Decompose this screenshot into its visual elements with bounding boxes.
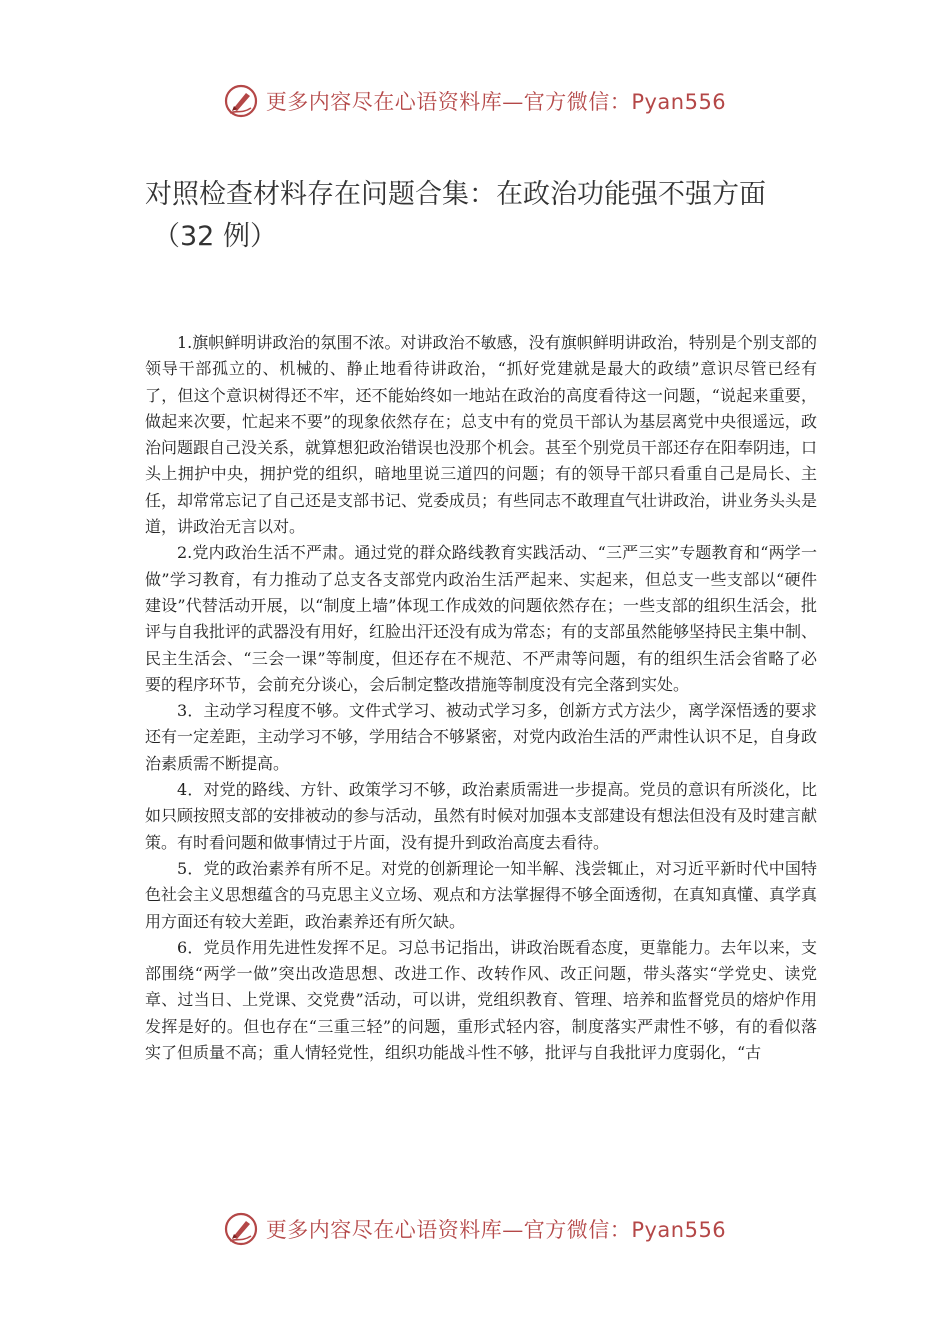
paragraph-1: 1.旗帜鲜明讲政治的氛围不浓。对讲政治不敏感，没有旗帜鲜明讲政治，特别是个别支部的领导干部孤立的、机械的、静止地看待讲政治，“抓好党建就是最大的政绩”意识尽管已经有了，但这个意识树得还不牢，还不能始终如一地站在政治的高度看待这一问题，“说起来重要，做起来次要，忙起来不要”的现象依然存在；总支中有的党员干部认为基层离党中央很遥远，政治问题跟自己没关系，就算想犯政治错误也没那个机会。甚至个别党员干部还存在阳奉阴违，口头上拥护中央，拥护党的组织，暗地里说三道四的问题；有的领导干部只看重自己是局长、主任，却常常忘记了自己还是支部书记、党委成员；有些同志不敢理直气壮讲政治，讲业务头头是道，讲政治无言以对。 — [145, 333, 818, 537]
header-banner-label: 更多内容尽在心语资料库—官方微信： — [265, 90, 632, 114]
footer-banner-text — [266, 1214, 726, 1244]
header-banner-text — [266, 86, 726, 116]
paragraph-5: 5．党的政治素养有所不足。对党的创新理论一知半解、浅尝辄止，对习近平新时代中国特色社会主义思想蕴含的马克思主义立场、观点和方法掌握得不够全面透彻，在真知真懂、真学真用方面还有较大差距，政治素养还有所欠缺。 — [145, 858, 818, 931]
pen-logo-icon — [224, 84, 258, 118]
footer-banner-label: 更多内容尽在心语资料库—官方微信： — [265, 1218, 632, 1242]
footer-banner-handle: Pyan556 — [631, 1218, 727, 1242]
document-title-line2: （32 例） — [153, 221, 277, 252]
paragraph-2: 2.党内政治生活不严肃。通过党的群众路线教育实践活动、“三严三实”专题教育和“两学一做”学习教育，有力推动了总支各支部党内政治生活严起来、实起来，但总支一些支部以“硬件建设”代替活动开展，以“制度上墙”体现工作成效的问题依然存在；一些支部的组织生活会，批评与自我批评的武器没有用好，红脸出汗还没有成为常态；有的支部虽然能够坚持民主集中制、民主生活会、“三会一课”等制度，但还存在不规范、不严肃等问题，有的组织生活会省略了必要的程序环节，会前充分谈心，会后制定整改措施等制度没有完全落到实处。 — [145, 543, 818, 694]
footer-banner — [0, 1212, 950, 1246]
header-banner — [0, 84, 950, 118]
paragraph-6: 6．党员作用先进性发挥不足。习总书记指出，讲政治既看态度，更靠能力。去年以来，支部围绕“两学一做”突出改造思想、改进工作、改转作风、改正问题，带头落实“学党史、读党章、过当日、上党课、交党费”活动，可以讲，党组织教育、管理、培养和监督党员的熔炉作用发挥是好的。但也存在“三重三轻”的问题，重形式轻内容，制度落实严肃性不够，有的看似落实了但质量不高；重人情轻党性，组织功能战斗性不够，批评与自我批评力度弱化，“古 — [145, 937, 817, 1063]
paragraph-4: 4．对党的路线、方针、政策学习不够，政治素质需进一步提高。党员的意识有所淡化，比如只顾按照支部的安排被动的参与活动，虽然有时候对加强本支部建设有想法但没有及时建言献策。有时看问题和做事情过于片面，没有提升到政治高度去看待。 — [145, 780, 818, 852]
paragraph-3: 3．主动学习程度不够。文件式学习、被动式学习多，创新方式方法少，离学深悟透的要求还有一定差距，主动学习不够，学用结合不够紧密，对党内政治生活的严肃性认识不足，自身政治素质需不断提高。 — [145, 701, 818, 773]
document-body — [145, 330, 817, 1066]
document-title — [145, 174, 817, 258]
header-banner-handle: Pyan556 — [631, 90, 727, 114]
pen-logo-icon — [224, 1212, 258, 1246]
document-title-line1: 对照检查材料存在问题合集：在政治功能强不强方面 — [145, 179, 766, 210]
